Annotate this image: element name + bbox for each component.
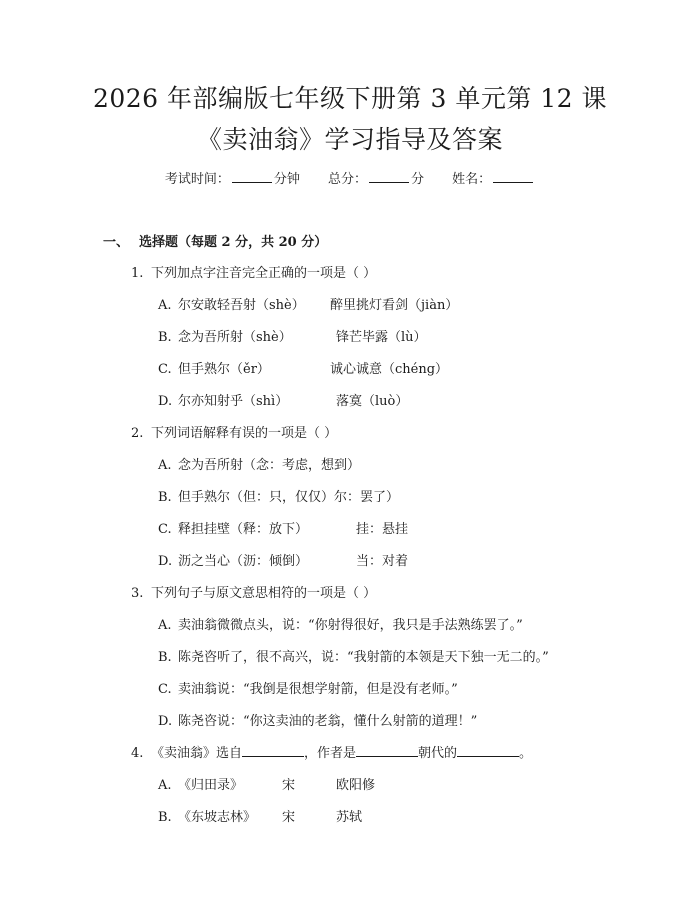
- option-4b: B. 《东坡志林》 宋 苏轼: [158, 810, 363, 825]
- total-score: 总分： 分: [327, 172, 425, 187]
- fill-blank-dynasty[interactable]: [457, 744, 519, 757]
- question-1: 1. 下列加点字注音完全正确的一项是（ ）: [131, 266, 377, 281]
- option-2a: A. 念为吾所射（念：考虑，想到）: [158, 458, 361, 473]
- option-4a: A. 《归田录》 宋 欧阳修: [158, 778, 376, 793]
- fill-blank-author[interactable]: [356, 744, 418, 757]
- option-2c: C. 释担挂壁（释：放下） 挂：悬挂: [158, 522, 409, 537]
- section-heading: 一、 选择题（每题 2 分，共 20 分）: [103, 235, 328, 250]
- option-1d: D. 尔亦知射乎（shì） 落寞（luò）: [158, 394, 409, 409]
- question-4: 4. 《卖油翁》选自 ，作者是 朝代的 。: [131, 746, 533, 761]
- option-3b: B. 陈尧咨听了，很不高兴，说：“我射箭的本领是天下独一无二的。”: [158, 650, 549, 665]
- fill-blank-source[interactable]: [242, 744, 304, 757]
- document-title-line-1: 2026 年部编版七年级下册第 3 单元第 12 课: [92, 84, 608, 113]
- time-blank[interactable]: [232, 170, 272, 183]
- option-3d: D. 陈尧咨说：“你这卖油的老翁，懂什么射箭的道理！”: [158, 714, 478, 729]
- option-3c: C. 卖油翁说：“我倒是很想学射箭，但是没有老师。”: [158, 682, 458, 697]
- option-2b: B. 但手熟尔（但：只，仅仅）尔：罢了）: [158, 490, 400, 505]
- student-name: 姓名：: [452, 168, 535, 187]
- option-1b: B. 念为吾所射（shè） 锋芒毕露（lù）: [158, 330, 427, 345]
- score-blank[interactable]: [369, 170, 409, 183]
- option-2d: D. 沥之当心（沥：倾倒） 当：对着: [158, 554, 409, 569]
- option-1a: A. 尔安敢轻吾射（shè） 醉里挑灯看剑（jiàn）: [158, 298, 459, 313]
- option-3a: A. 卖油翁微微点头，说：“你射得很好，我只是手法熟练罢了。”: [158, 618, 523, 633]
- option-1c: C. 但手熟尔（ěr） 诚心诚意（chéng）: [158, 362, 449, 377]
- question-3: 3. 下列句子与原文意思相符的一项是（ ）: [131, 586, 377, 601]
- exam-meta: [0, 168, 700, 187]
- document-title-line-2: 《卖油翁》学习指导及答案: [196, 125, 503, 154]
- question-2: 2. 下列词语解释有误的一项是（ ）: [131, 426, 338, 441]
- exam-time: 考试时间： 分钟: [164, 172, 300, 187]
- name-blank[interactable]: [493, 170, 533, 183]
